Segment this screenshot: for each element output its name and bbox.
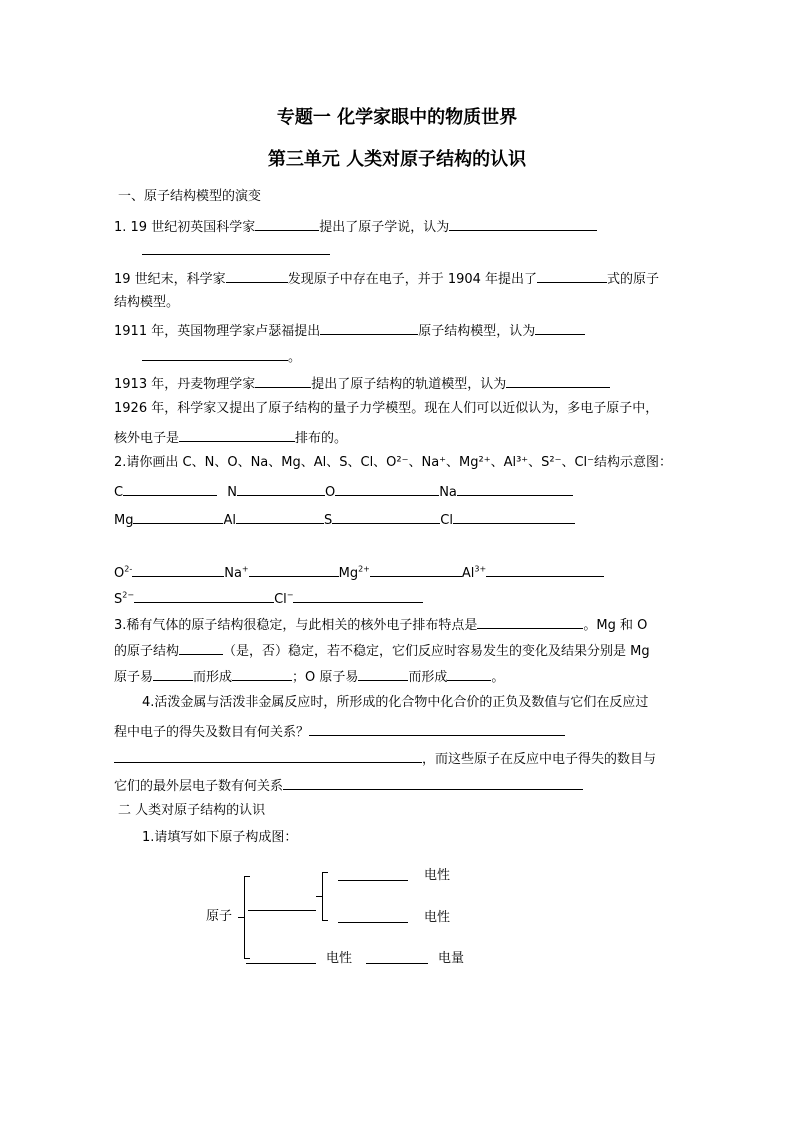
- blank-mg-result[interactable]: [232, 666, 292, 681]
- blank-S2-[interactable]: [134, 588, 274, 603]
- q4-line1: 4.活泼金属与活泼非金属反应时，所形成的化合物中化合价的正负及数值与它们在反应过: [142, 695, 649, 710]
- q3-line3: 原子易 而形成 ；O 原子易 而形成 。: [114, 666, 504, 687]
- blank-noble-gas-feature[interactable]: [477, 614, 583, 629]
- section1-heading: 一、原子结构模型的演变: [118, 189, 262, 204]
- blank-electron-arrangement[interactable]: [179, 427, 295, 442]
- blank-electron-quantity[interactable]: [366, 963, 428, 964]
- blank-o-change[interactable]: [358, 666, 408, 681]
- p1913-line: 1913 年，丹麦物理学家 提出了原子结构的轨道模型，认为: [114, 373, 610, 394]
- q1-line2: [142, 240, 330, 261]
- q1-line: 1. 19 世纪初英国科学家 提出了原子学说，认为: [114, 216, 597, 237]
- blank-O[interactable]: [335, 481, 439, 496]
- section2-heading: 二 人类对原子结构的认识: [118, 803, 266, 818]
- blank-theory[interactable]: [449, 216, 597, 231]
- p1911-line: 1911 年，英国物理学家卢瑟福提出 原子结构模型，认为: [114, 320, 585, 341]
- blank-stable[interactable]: [179, 640, 223, 655]
- charge-label-2: 电性: [424, 910, 451, 925]
- blank-scientist-19c[interactable]: [226, 268, 288, 283]
- blank-N[interactable]: [237, 481, 325, 496]
- big-brace-stem: [244, 876, 245, 958]
- blank-nucleus[interactable]: [248, 910, 316, 911]
- blank-Cl[interactable]: [453, 509, 575, 524]
- blank-model-type[interactable]: [537, 268, 607, 283]
- blank-mg-change[interactable]: [153, 666, 193, 681]
- small-brace-top: [322, 872, 328, 873]
- page-title: 专题一 化学家眼中的物质世界: [276, 107, 518, 128]
- charge-label-1: 电性: [424, 868, 451, 883]
- q4-line3: ，而这些原子在反应中电子得失的数目与: [114, 748, 656, 769]
- quantity-label: 电量: [438, 951, 465, 966]
- structure-row4: $S^{2-}$ Cl−: [114, 588, 423, 609]
- blank-O2-[interactable]: [132, 562, 224, 577]
- blank-Mg[interactable]: [133, 509, 223, 524]
- blank-particle-1[interactable]: [338, 880, 408, 881]
- big-brace-mid: [238, 917, 244, 918]
- p1926-line: 1926 年，科学家又提出了原子结构的量子力学模型。现在人们可以近似认为，多电子原子中，: [114, 401, 659, 416]
- blank-Cl-[interactable]: [293, 588, 423, 603]
- p19-line2: 结构模型。: [114, 295, 180, 310]
- p19-line: 19 世纪末，科学家 发现原子中存在电子，并于 1904 年提出了 式的原子: [114, 268, 659, 289]
- structure-row3: $O^{2-}$ Na+ $Mg^{2+}$ $Al^{3+}$: [114, 562, 604, 583]
- small-brace-mid: [316, 896, 322, 897]
- blank-S[interactable]: [332, 509, 440, 524]
- p1911-line2: 。: [142, 346, 301, 367]
- blank-rutherford-view-cont[interactable]: [142, 346, 288, 361]
- page-subtitle: 第三单元 人类对原子结构的认识: [267, 149, 527, 170]
- small-brace-bottom: [322, 920, 328, 921]
- blank-rutherford-view[interactable]: [535, 320, 585, 335]
- blank-C[interactable]: [123, 481, 217, 496]
- blank-particle-2[interactable]: [338, 922, 408, 923]
- blank-Na[interactable]: [457, 481, 573, 496]
- blank-valence-relation[interactable]: [309, 721, 565, 736]
- q3-line2: 的原子结构 （是，否）稳定，若不稳定，它们反应时容易发生的变化及结果分别是 Mg: [114, 640, 650, 661]
- p1926-line2: 核外电子是 排布的。: [114, 427, 347, 448]
- blank-Al[interactable]: [236, 509, 324, 524]
- big-brace-top: [244, 876, 250, 877]
- blank-bohr[interactable]: [255, 373, 311, 388]
- blank-electron[interactable]: [246, 963, 316, 964]
- q2-line: 2.请你画出 C、N、O、Na、Mg、Al、S、Cl、O²⁻、Na⁺、Mg²⁺、Al³⁺、S²⁻、Cl⁻结构示意图：: [114, 455, 673, 470]
- blank-theory-cont[interactable]: [142, 240, 330, 255]
- blank-outer-electrons[interactable]: [283, 775, 583, 790]
- q3-line1: 3.稀有气体的原子结构很稳定，与此相关的核外电子排布特点是 。Mg 和 O: [114, 614, 647, 635]
- blank-Al3+[interactable]: [486, 562, 604, 577]
- atom-label: 原子: [206, 909, 233, 924]
- blank-valence-relation-cont[interactable]: [114, 748, 422, 763]
- small-brace-stem: [322, 872, 323, 920]
- blank-Na+[interactable]: [249, 562, 339, 577]
- structure-row1: C N O Na: [114, 481, 573, 502]
- big-brace-bottom: [244, 958, 250, 959]
- q4-line2: 程中电子的得失及数目有何关系？: [114, 721, 565, 742]
- blank-Mg2+[interactable]: [370, 562, 462, 577]
- q4-line4: 它们的最外层电子数有何关系: [114, 775, 583, 796]
- blank-rutherford-model[interactable]: [320, 320, 418, 335]
- blank-scientist[interactable]: [255, 216, 319, 231]
- structure-row2: Mg Al S Cl: [114, 509, 575, 530]
- section2-q1: 1.请填写如下原子构成图：: [142, 830, 298, 845]
- blank-bohr-view[interactable]: [506, 373, 610, 388]
- blank-o-result[interactable]: [447, 666, 491, 681]
- charge-label-3: 电性: [326, 951, 353, 966]
